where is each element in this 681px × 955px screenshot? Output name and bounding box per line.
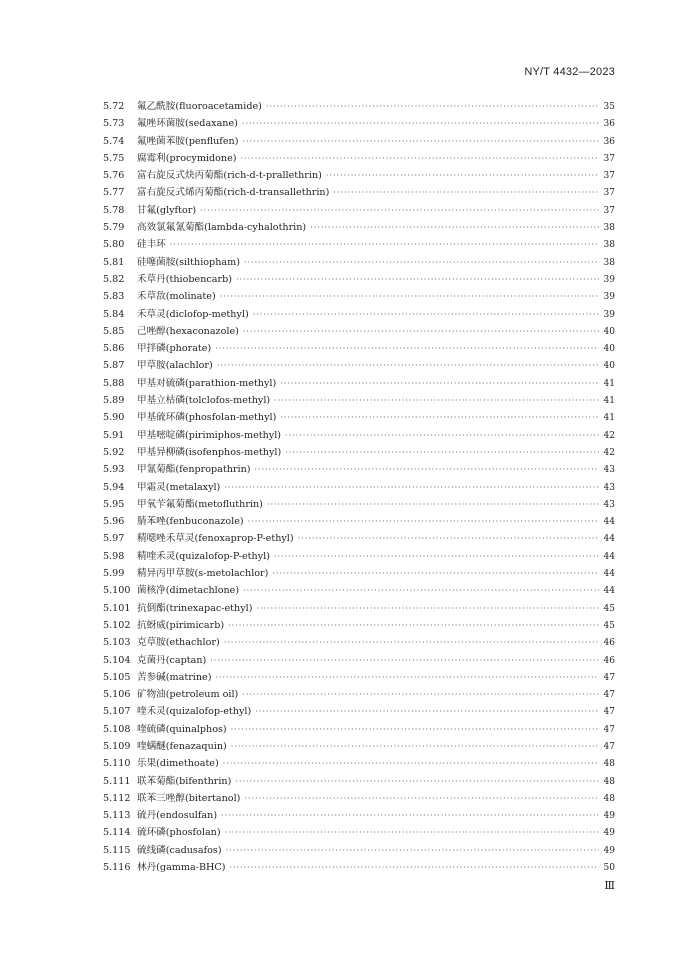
- toc-entry-title: 硅噻菌胺(silthiopham): [137, 256, 240, 268]
- toc-leader-dots: [220, 292, 599, 301]
- toc-entry[interactable]: [103, 738, 615, 755]
- toc-entry-page: 40: [603, 344, 615, 355]
- toc-entry[interactable]: [103, 686, 615, 703]
- toc-entry-page: 48: [603, 793, 615, 804]
- toc-leader-dots: [280, 413, 599, 422]
- toc-entry-page: 38: [603, 240, 615, 251]
- toc-leader-dots: [248, 517, 599, 526]
- toc-entry-number: 5.77: [103, 187, 125, 199]
- toc-entry[interactable]: [103, 669, 615, 686]
- toc-entry-number: 5.98: [103, 550, 125, 562]
- toc-entry-page: 44: [603, 534, 615, 545]
- toc-leader-dots: [221, 811, 599, 820]
- toc-entry-page: 49: [603, 828, 615, 839]
- toc-leader-dots: [256, 604, 599, 613]
- toc-entry-page: 44: [603, 569, 615, 580]
- toc-entry-title: 甲氧苄氟菊酯(metofluthrin): [137, 498, 263, 510]
- toc-leader-dots: [215, 344, 599, 353]
- toc-entry-title: 抗倒酯(trinexapac-ethyl): [137, 602, 253, 614]
- toc-entry-number: 5.87: [103, 360, 125, 372]
- toc-entry-page: 48: [603, 776, 615, 787]
- toc-entry-number: 5.101: [103, 602, 131, 614]
- toc-entry-number: 5.76: [103, 170, 125, 182]
- toc-entry-number: 5.72: [103, 101, 125, 112]
- toc-entry[interactable]: [103, 98, 615, 115]
- toc-entry-title: 甲基嘧啶磷(pirimiphos-methyl): [137, 429, 282, 441]
- toc-entry-page: 47: [603, 707, 615, 718]
- toc-entry-page: 44: [603, 586, 615, 597]
- toc-entry-title: 甲基对硫磷(parathion-methyl): [137, 377, 277, 389]
- toc-entry-number: 5.85: [103, 325, 125, 337]
- toc-entry-number: 5.94: [103, 481, 125, 493]
- toc-entry-number: 5.81: [103, 256, 125, 268]
- toc-entry[interactable]: [103, 306, 615, 323]
- toc-leader-dots: [266, 102, 599, 111]
- toc-entry-page: 35: [603, 102, 615, 112]
- toc-entry[interactable]: [103, 842, 615, 859]
- toc-entry-number: 5.111: [103, 775, 131, 787]
- toc-entry-number: 5.96: [103, 516, 125, 528]
- toc-entry-title: 硅丰环: [137, 239, 166, 251]
- toc-entry-number: 5.103: [103, 637, 131, 649]
- toc-leader-dots: [231, 725, 599, 734]
- toc-entry-number: 5.116: [103, 862, 131, 874]
- toc-entry-page: 41: [603, 378, 615, 389]
- toc-entry[interactable]: [103, 271, 615, 288]
- toc-entry[interactable]: [103, 340, 615, 357]
- toc-entry-page: 47: [603, 741, 615, 752]
- toc-entry-title: 菌核净(dimetachlone): [137, 585, 240, 597]
- toc-entry[interactable]: [103, 859, 615, 876]
- toc-leader-dots: [235, 777, 599, 786]
- toc-leader-dots: [255, 465, 600, 474]
- table-of-contents: [103, 98, 615, 876]
- toc-leader-dots: [244, 258, 599, 267]
- toc-entry[interactable]: [103, 392, 615, 409]
- toc-leader-dots: [217, 361, 599, 370]
- document-id-header: NY/T 4432—2023: [524, 66, 615, 78]
- toc-leader-dots: [200, 206, 599, 215]
- toc-entry[interactable]: [103, 807, 615, 824]
- toc-entry[interactable]: [103, 790, 615, 807]
- toc-entry[interactable]: [103, 115, 615, 132]
- toc-entry[interactable]: [103, 357, 615, 374]
- toc-entry-page: 47: [603, 672, 615, 683]
- toc-leader-dots: [298, 534, 599, 543]
- toc-entry-title: 甲基立枯磷(tolclofos-methyl): [137, 395, 271, 407]
- toc-entry-number: 5.112: [103, 792, 131, 804]
- toc-entry-number: 5.113: [103, 810, 131, 822]
- toc-entry-page: 48: [603, 759, 615, 770]
- toc-entry-number: 5.75: [103, 152, 125, 164]
- toc-entry-number: 5.83: [103, 291, 125, 303]
- toc-leader-dots: [285, 431, 599, 440]
- toc-entry[interactable]: [103, 288, 615, 305]
- toc-entry-title: 苦参碱(matrine): [137, 671, 212, 683]
- toc-entry-number: 5.99: [103, 568, 125, 580]
- toc-entry-number: 5.93: [103, 464, 125, 476]
- toc-entry-number: 5.97: [103, 533, 125, 545]
- toc-entry[interactable]: [103, 427, 615, 444]
- toc-entry[interactable]: [103, 548, 615, 565]
- toc-entry-title: 硫环磷(phosfolan): [137, 827, 221, 839]
- toc-entry[interactable]: [103, 565, 615, 582]
- toc-entry-number: 5.102: [103, 619, 131, 631]
- toc-leader-dots: [226, 846, 599, 855]
- toc-entry-title: 禾草丹(thiobencarb): [137, 273, 232, 285]
- toc-entry-page: 41: [603, 396, 615, 407]
- toc-leader-dots: [280, 379, 599, 388]
- toc-leader-dots: [253, 310, 599, 319]
- toc-leader-dots: [228, 621, 599, 630]
- toc-entry-page: 42: [603, 447, 615, 458]
- toc-entry-title: 氟乙酰胺(fluoroacetamide): [137, 101, 262, 112]
- toc-leader-dots: [224, 638, 599, 647]
- toc-entry[interactable]: [103, 582, 615, 599]
- toc-leader-dots: [241, 154, 599, 163]
- toc-leader-dots: [272, 569, 599, 578]
- toc-leader-dots: [267, 500, 599, 509]
- toc-entry-title: 联苯三唑醇(bitertanol): [137, 792, 241, 804]
- toc-entry[interactable]: [103, 150, 615, 167]
- toc-entry-page: 39: [603, 309, 615, 320]
- toc-entry-page: 46: [603, 655, 615, 666]
- toc-entry-page: 44: [603, 517, 615, 528]
- toc-entry[interactable]: [103, 444, 615, 461]
- toc-leader-dots: [274, 396, 599, 405]
- toc-entry-title: 克菌丹(captan): [137, 654, 207, 666]
- toc-entry-title: 喹硫磷(quinalphos): [137, 723, 227, 735]
- toc-entry-title: 精噁唑禾草灵(fenoxaprop-P-ethyl): [137, 533, 294, 545]
- toc-leader-dots: [242, 137, 599, 146]
- toc-entry-number: 5.73: [103, 118, 125, 130]
- toc-entry-title: 喹禾灵(quizalofop-ethyl): [137, 706, 252, 718]
- toc-entry-number: 5.89: [103, 395, 125, 407]
- toc-entry-title: 富右旋反式烯丙菊酯(rich-d-transallethrin): [137, 187, 330, 199]
- toc-entry-title: 甲拌磷(phorate): [137, 343, 212, 355]
- toc-entry-title: 甲霜灵(metalaxyl): [137, 481, 221, 493]
- toc-leader-dots: [210, 656, 599, 665]
- toc-entry-number: 5.88: [103, 377, 125, 389]
- toc-entry[interactable]: [103, 254, 615, 271]
- toc-entry-page: 45: [603, 603, 615, 614]
- toc-entry-page: 49: [603, 845, 615, 856]
- toc-entry[interactable]: [103, 202, 615, 219]
- toc-leader-dots: [244, 794, 599, 803]
- toc-entry[interactable]: [103, 755, 615, 772]
- toc-entry[interactable]: [103, 479, 615, 496]
- toc-entry-title: 喹螨醚(fenazaquin): [137, 740, 227, 752]
- toc-entry-number: 5.108: [103, 723, 131, 735]
- toc-entry-page: 41: [603, 413, 615, 424]
- toc-entry-title: 矿物油(petroleum oil): [137, 689, 239, 701]
- toc-entry-page: 38: [603, 257, 615, 268]
- toc-entry-title: 克草胺(ethachlor): [137, 637, 220, 649]
- toc-entry[interactable]: [103, 773, 615, 790]
- toc-entry-title: 抗蚜威(pirimicarb): [137, 619, 225, 631]
- toc-entry-number: 5.92: [103, 446, 125, 458]
- toc-leader-dots: [243, 327, 599, 336]
- toc-leader-dots: [310, 223, 599, 232]
- toc-entry-number: 5.86: [103, 343, 125, 355]
- toc-entry[interactable]: [103, 513, 615, 530]
- toc-entry-number: 5.107: [103, 706, 131, 718]
- toc-entry-number: 5.106: [103, 689, 131, 701]
- toc-leader-dots: [242, 119, 599, 128]
- toc-entry-page: 47: [603, 724, 615, 735]
- toc-entry-page: 43: [603, 499, 615, 510]
- toc-leader-dots: [242, 690, 599, 699]
- toc-entry-page: 37: [603, 188, 615, 199]
- toc-entry-page: 44: [603, 551, 615, 562]
- toc-entry-page: 43: [603, 465, 615, 476]
- toc-entry-title: 氟唑菌苯胺(penflufen): [137, 135, 239, 147]
- toc-entry-title: 精喹禾灵(quizalofop-P-ethyl): [137, 550, 270, 562]
- toc-entry-page: 40: [603, 361, 615, 372]
- toc-entry-title: 氟唑环菌胺(sedaxane): [137, 118, 238, 130]
- toc-entry-page: 36: [603, 136, 615, 147]
- toc-entry-title: 甲基硫环磷(phosfolan-methyl): [137, 412, 277, 424]
- page-number-footer: Ⅲ: [604, 880, 615, 892]
- toc-entry-page: 50: [603, 863, 615, 874]
- toc-entry-title: 富右旋反式炔丙菊酯(rich-d-t-prallethrin): [137, 170, 322, 182]
- toc-leader-dots: [243, 586, 599, 595]
- toc-entry-number: 5.84: [103, 308, 125, 320]
- toc-entry[interactable]: [103, 184, 615, 201]
- toc-leader-dots: [170, 240, 599, 249]
- toc-entry-number: 5.78: [103, 204, 125, 216]
- toc-leader-dots: [229, 863, 599, 872]
- toc-entry-title: 禾草敌(molinate): [137, 291, 216, 303]
- toc-entry-page: 40: [603, 326, 615, 337]
- toc-leader-dots: [223, 759, 599, 768]
- toc-entry-page: 45: [603, 620, 615, 631]
- toc-entry-title: 禾草灵(diclofop-methyl): [137, 308, 249, 320]
- toc-leader-dots: [285, 448, 599, 457]
- toc-entry-title: 甲草胺(alachlor): [137, 360, 213, 372]
- toc-entry-title: 乐果(dimethoate): [137, 758, 219, 770]
- toc-entry-number: 5.109: [103, 740, 131, 752]
- toc-entry-page: 37: [603, 205, 615, 216]
- toc-entry-page: 42: [603, 430, 615, 441]
- toc-entry[interactable]: [103, 824, 615, 841]
- toc-leader-dots: [236, 275, 599, 284]
- toc-entry[interactable]: [103, 323, 615, 340]
- toc-entry[interactable]: [103, 721, 615, 738]
- toc-entry-number: 5.80: [103, 239, 125, 251]
- toc-entry[interactable]: [103, 375, 615, 392]
- toc-entry[interactable]: [103, 133, 615, 150]
- toc-entry[interactable]: [103, 652, 615, 669]
- toc-entry-number: 5.115: [103, 844, 131, 856]
- toc-entry-title: 硫丹(endosulfan): [137, 810, 218, 822]
- toc-leader-dots: [255, 707, 599, 716]
- toc-entry-page: 37: [603, 153, 615, 164]
- toc-entry-title: 精异丙甲草胺(s-metolachlor): [137, 568, 269, 580]
- toc-entry-number: 5.74: [103, 135, 125, 147]
- toc-entry[interactable]: [103, 409, 615, 426]
- toc-entry-page: 43: [603, 482, 615, 493]
- toc-entry-title: 甲基异柳磷(isofenphos-methyl): [137, 446, 282, 458]
- toc-entry-number: 5.104: [103, 654, 131, 666]
- toc-entry-page: 49: [603, 811, 615, 822]
- toc-entry-title: 己唑醇(hexaconazole): [137, 325, 239, 337]
- toc-entry[interactable]: [103, 496, 615, 513]
- toc-entry-page: 36: [603, 119, 615, 130]
- toc-leader-dots: [231, 742, 599, 751]
- toc-leader-dots: [333, 188, 599, 197]
- toc-entry-page: 46: [603, 638, 615, 649]
- toc-entry[interactable]: [103, 634, 615, 651]
- toc-entry-title: 林丹(gamma-BHC): [137, 862, 226, 874]
- toc-entry-title: 高效氯氟氰菊酯(lambda-cyhalothrin): [137, 222, 307, 234]
- toc-entry-number: 5.110: [103, 758, 131, 770]
- toc-entry-title: 腐霉利(procymidone): [137, 152, 237, 164]
- toc-entry-title: 联苯菊酯(bifenthrin): [137, 775, 232, 787]
- toc-entry-number: 5.105: [103, 671, 131, 683]
- toc-entry-number: 5.79: [103, 222, 125, 234]
- toc-entry[interactable]: [103, 167, 615, 184]
- toc-leader-dots: [326, 171, 599, 180]
- toc-leader-dots: [215, 673, 599, 682]
- toc-entry-page: 37: [603, 171, 615, 182]
- toc-entry[interactable]: [103, 617, 615, 634]
- toc-entry-number: 5.82: [103, 273, 125, 285]
- toc-entry[interactable]: [103, 600, 615, 617]
- toc-entry-number: 5.114: [103, 827, 131, 839]
- toc-entry[interactable]: [103, 703, 615, 720]
- toc-entry-page: 39: [603, 274, 615, 285]
- toc-entry-number: 5.91: [103, 429, 125, 441]
- toc-entry-page: 38: [603, 223, 615, 234]
- toc-leader-dots: [274, 552, 599, 561]
- toc-entry-title: 甘氟(glyftor): [137, 204, 197, 216]
- toc-entry-number: 5.95: [103, 498, 125, 510]
- toc-leader-dots: [225, 828, 599, 837]
- toc-leader-dots: [224, 483, 599, 492]
- toc-entry[interactable]: [103, 219, 615, 236]
- toc-entry[interactable]: [103, 236, 615, 253]
- toc-entry-page: 39: [603, 292, 615, 303]
- toc-entry[interactable]: [103, 530, 615, 547]
- toc-entry-title: 硫线磷(cadusafos): [137, 844, 222, 856]
- toc-entry-number: 5.90: [103, 412, 125, 424]
- toc-entry-page: 47: [603, 690, 615, 701]
- toc-entry[interactable]: [103, 461, 615, 478]
- toc-entry-number: 5.100: [103, 585, 131, 597]
- toc-entry-title: 甲氰菊酯(fenpropathrin): [137, 464, 251, 476]
- toc-entry-title: 腈苯唑(fenbuconazole): [137, 516, 244, 528]
